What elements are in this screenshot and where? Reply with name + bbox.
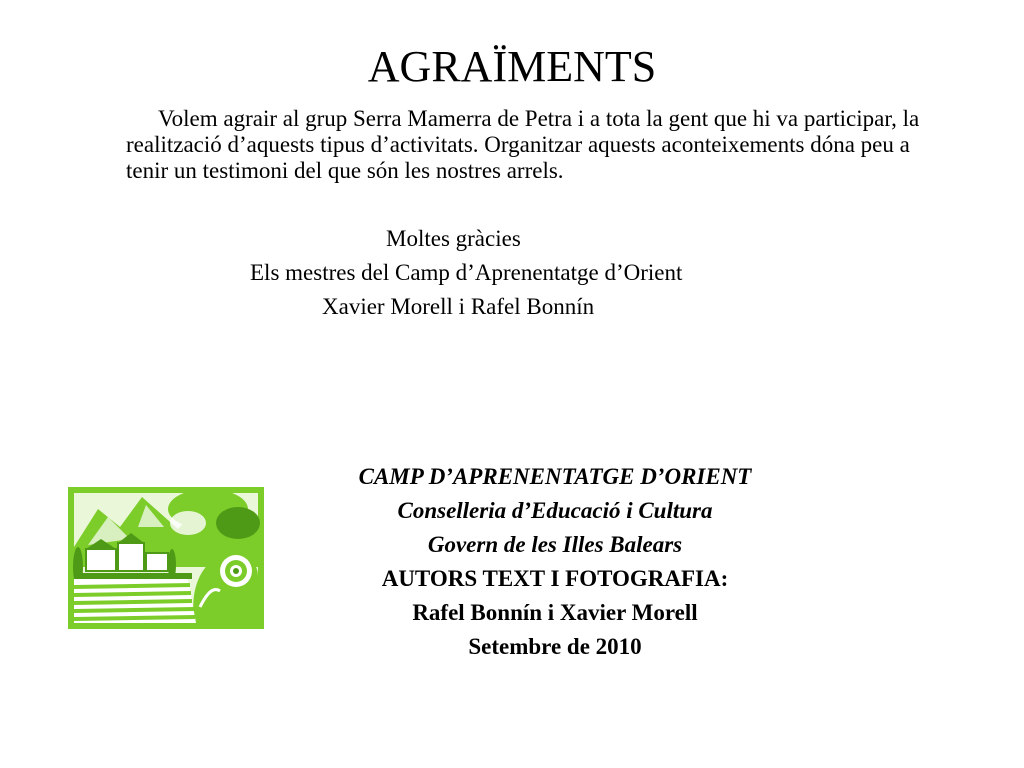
page-title: AGRAÏMENTS bbox=[367, 42, 657, 91]
footer-authors: Rafel Bonnín i Xavier Morell bbox=[412, 600, 698, 625]
signature-names: Xavier Morell i Rafel Bonnín bbox=[322, 294, 595, 319]
footer-department: Conselleria d’Educació i Cultura bbox=[397, 498, 713, 523]
footer-date: Setembre de 2010 bbox=[468, 634, 642, 659]
acknowledgement-paragraph: Volem agrair al grup Serra Mamerra de Petra i a tota la gent que hi va participar, la realització d’aquests tipus d’activitats. Organitzar aquests aconteixements dóna peu a tenir un testimoni del que són les nostres arrels. bbox=[126, 106, 920, 183]
footer-credits bbox=[290, 460, 820, 664]
signature-teachers: Els mestres del Camp d’Aprenentatge d’Orient bbox=[250, 260, 683, 285]
footer-authors-label: AUTORS TEXT I FOTOGRAFIA: bbox=[381, 566, 729, 591]
thanks-line: Moltes gràcies bbox=[386, 226, 521, 251]
landscape-olive-tree-logo-icon bbox=[68, 487, 264, 629]
footer-center-name: CAMP D’APRENENTATGE D’ORIENT bbox=[358, 464, 752, 489]
footer-government: Govern de les Illes Balears bbox=[427, 532, 683, 557]
